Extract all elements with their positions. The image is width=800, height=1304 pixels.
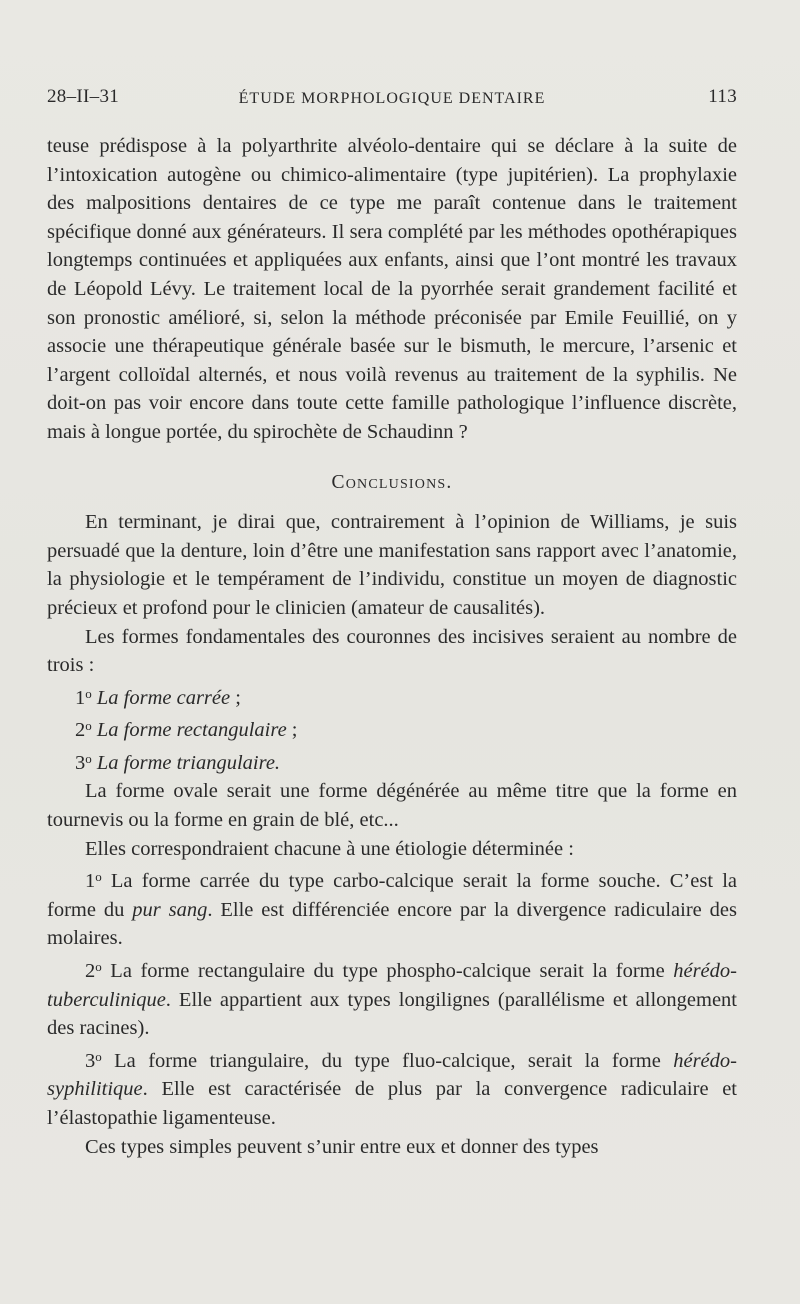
list-item-1: 1$^o$ La forme carrée ; (75, 685, 241, 709)
paragraph-7: 2$^o$ La forme rectangulaire du type phospho-calcique serait la forme hérédo-tuberculinique. Elle appartient aux types longilignes (parallélisme et allongement des racines). (47, 959, 737, 1040)
paragraph-4: La forme ovale serait une forme dégénérée au même titre que la forme en tournevis ou la forme en grain de blé, etc... (47, 780, 737, 832)
page-number: 113 (708, 86, 737, 107)
list-item-3: 3$^o$ La forme triangulaire. (75, 750, 281, 774)
body-text (47, 132, 737, 1161)
header-title: ÉTUDE MORPHOLOGIQUE DENTAIRE (238, 90, 546, 107)
paragraph-6: 1$^o$ La forme carrée du type carbo-calcique serait la forme souche. C’est la forme du pur sang. Elle est différenciée encore par la divergence radiculaire des molaires. (47, 869, 737, 950)
section-heading: Conclusions. (331, 471, 453, 493)
paragraph-8: 3$^o$ La forme triangulaire, du type fluo-calcique, serait la forme hérédo-syphilitique. Elle est caractérisée de plus par la convergence radiculaire et l’élastopathie ligamenteuse. (47, 1048, 737, 1129)
paragraph-1: teuse prédispose à la polyarthrite alvéolo-dentaire qui se déclare à la suite de l’intoxication autogène ou chimico-alimentaire (type jupitérien). La prophylaxie des malpositions dentaires de ce type me paraît contenue dans le traitement spécifique donné aux générateurs. Il sera complété par les méthodes opothérapiques longtemps continuées et appliquées aux enfants, ainsi que l’ont montré les travaux de Léopold Lévy. Le traitement local de la pyorrhée serait grandement facilité et son pronostic amélioré, si, selon la méthode préconisée par Emile Feuillié, on y associe une thérapeutique générale basée sur le bismuth, le mercure, l’arsenic et l’argent colloïdal alternés, et nous voilà revenus au traitement de la syphilis. Ne doit-on pas voir encore dans toute cette famille pathologique l’influence discrète, mais à longue portée, du spirochète de Schaudinn ? (47, 135, 737, 443)
paragraph-9: Ces types simples peuvent s’unir entre eux et donner des types (85, 1135, 599, 1158)
header-date: 28–II–31 (47, 86, 120, 107)
paragraph-3: Les formes fondamentales des couronnes des incisives seraient au nombre de trois : (47, 625, 737, 677)
list-item-2: 2$^o$ La forme rectangulaire ; (75, 718, 298, 742)
paragraph-5: Elles correspondraient chacune à une étiologie déterminée : (85, 837, 574, 860)
paragraph-2: En terminant, je dirai que, contrairement à l’opinion de Williams, je suis persuadé que la denture, loin d’être une manifestation sans rapport avec l’anatomie, la physiologie et le tempérament de l’individu, constitue un moyen de diagnostic précieux et profond pour le clinicien (amateur de causalités). (47, 511, 737, 619)
running-header (47, 86, 737, 114)
